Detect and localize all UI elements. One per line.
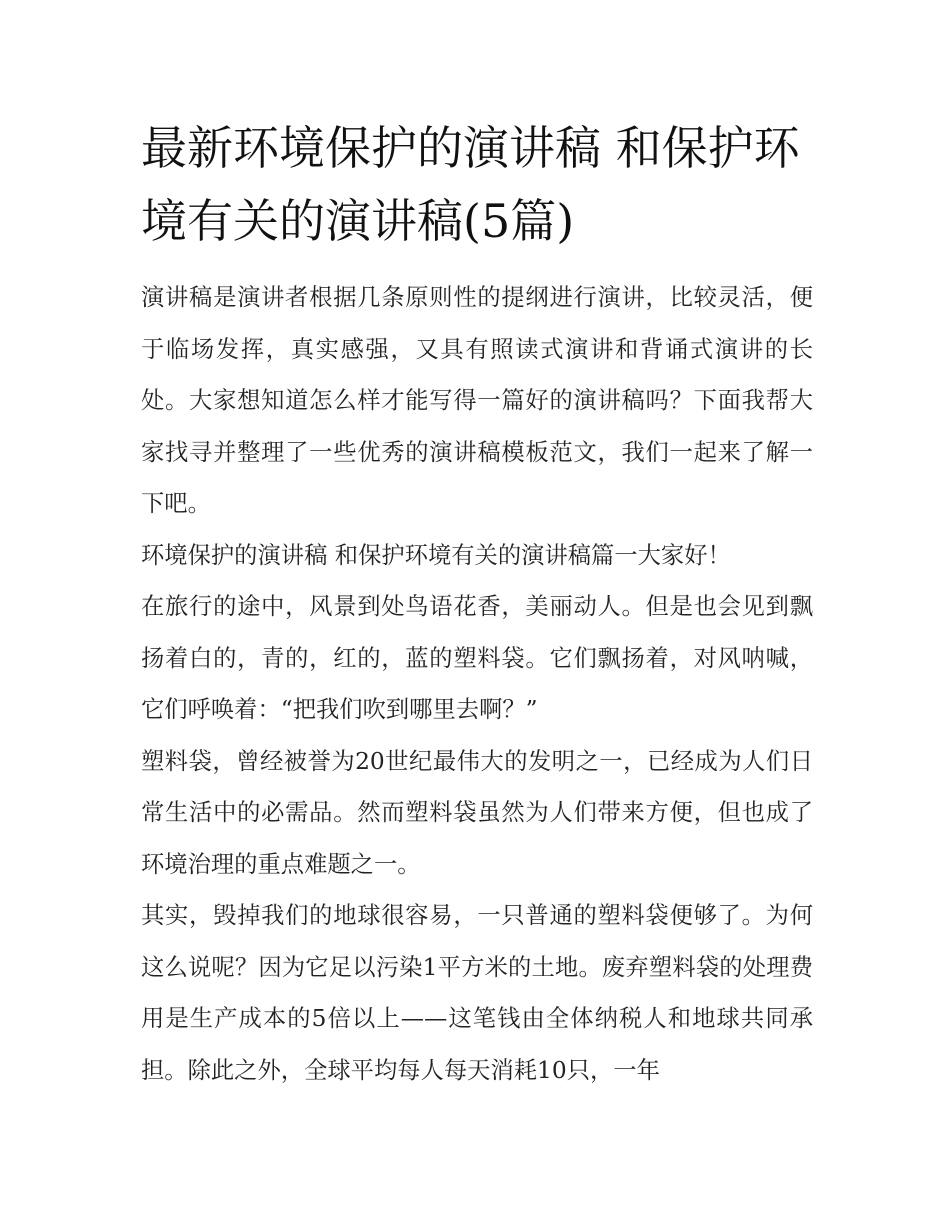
paragraph-section-heading: 环境保护的演讲稿 和保护环境有关的演讲稿篇一大家好！ [141,541,731,569]
paragraph-travel: 在旅行的途中，风景到处鸟语花香，美丽动人。但是也会见到飘扬着白的，青的，红的，蓝的塑料袋。它们飘扬着，对风呐喊，它们呼唤着：“把我们吹到哪里去啊？” [141,593,813,723]
paragraph-plastic-bag: 塑料袋，曾经被誉为20世纪最伟大的发明之一，已经成为人们日常生活中的必需品。然而塑料袋虽然为人们带来方便，但也成了环境治理的重点难题之一。 [141,747,813,878]
document-title: 最新环境保护的演讲稿 和保护环境有关的演讲稿(5篇) [141,121,800,248]
paragraph-intro: 演讲稿是演讲者根据几条原则性的提纲进行演讲，比较灵活，便于临场发挥，真实感强，又具有照读式演讲和背诵式演讲的长处。大家想知道怎么样才能写得一篇好的演讲稿吗？下面我帮大家找寻并整理了一些优秀的演讲稿模板范文，我们一起来了解一下吧。 [141,284,813,517]
paragraph-cost: 其实，毁掉我们的地球很容易，一只普通的塑料袋便够了。为何这么说呢？因为它足以污染1平方米的土地。废弃塑料袋的处理费用是生产成本的5倍以上——这笔钱由全体纳税人和地球共同承担。除此之外，全球平均每人每天消耗10只，一年 [141,902,813,1084]
document-body [141,112,813,1096]
